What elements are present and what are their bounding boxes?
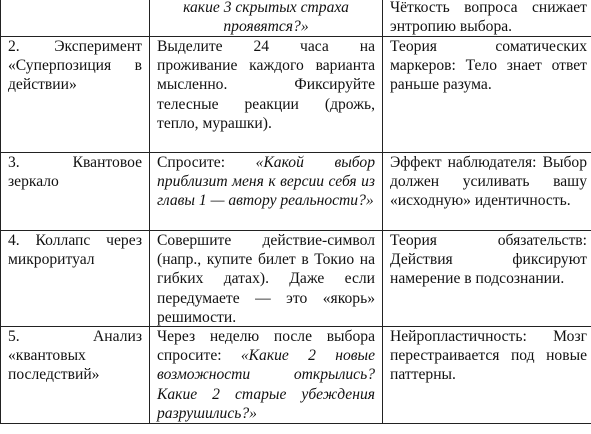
table-row — [1, 153, 591, 231]
theory-cell — [383, 231, 591, 327]
step-name-text: 3. Квантовое зеркало — [8, 154, 142, 191]
table-row — [1, 37, 591, 153]
action-text-italic: «Какие 2 новые возможности открылись? Какие 2 старые убеждения разрушились?» — [157, 347, 375, 422]
theory-text: Теория обязательств: Действия фиксируют намерение в подсознании. — [390, 232, 587, 288]
action-text: Спросите: — [157, 154, 256, 171]
theory-text: Нейропластичность: Мозг перестраивается под новые паттерны. — [390, 328, 587, 384]
action-cell — [150, 231, 383, 327]
action-cell — [150, 153, 383, 231]
theory-cell — [383, 327, 591, 424]
step-name-text: 5. Анализ «квантовых последствий» — [8, 328, 142, 384]
table-row — [1, 0, 591, 37]
table-row — [1, 327, 591, 424]
step-name-cell — [1, 0, 150, 37]
action-cell — [150, 37, 383, 153]
step-name-cell — [1, 327, 150, 424]
action-text-italic: «Какой выбор приблизит меня к версии себя из главы 1 — автору реальности?» — [157, 154, 376, 210]
action-text: Совершите действие-символ (напр., купите билет в Токио на гибких датах). Даже если передумаете — это «якорь» решимости. — [157, 232, 375, 326]
theory-text: Теория соматических маркеров: Тело знает ответ раньше разума. — [390, 38, 587, 94]
step-name-cell — [1, 231, 150, 327]
action-text: Выделите 24 часа на проживание каждого варианта мысленно. Фиксируйте телесные реакции (дрожь, тепло, мурашки). — [157, 38, 375, 132]
step-name-text: 2. Эксперимент «Суперпозиция в действии» — [8, 38, 142, 94]
theory-text: Эффект наблюдателя: Выбор должен усиливать вашу «исходную» идентичность. — [390, 154, 587, 210]
theory-text: Чёткость вопроса снижает энтропию выбора. — [390, 0, 587, 36]
action-text: Через неделю после выбора спросите: — [157, 328, 375, 365]
step-name-cell — [1, 37, 150, 153]
action-cell — [150, 0, 383, 37]
action-cell — [150, 327, 383, 424]
table-row — [1, 231, 591, 327]
theory-cell — [383, 37, 591, 153]
action-text-italic: какие 3 скрытых страха проявятся?» — [183, 0, 349, 36]
theory-cell — [383, 0, 591, 37]
step-name-cell — [1, 153, 150, 231]
theory-cell — [383, 153, 591, 231]
step-name-text: 4. Коллапс через микроритуал — [8, 232, 142, 269]
